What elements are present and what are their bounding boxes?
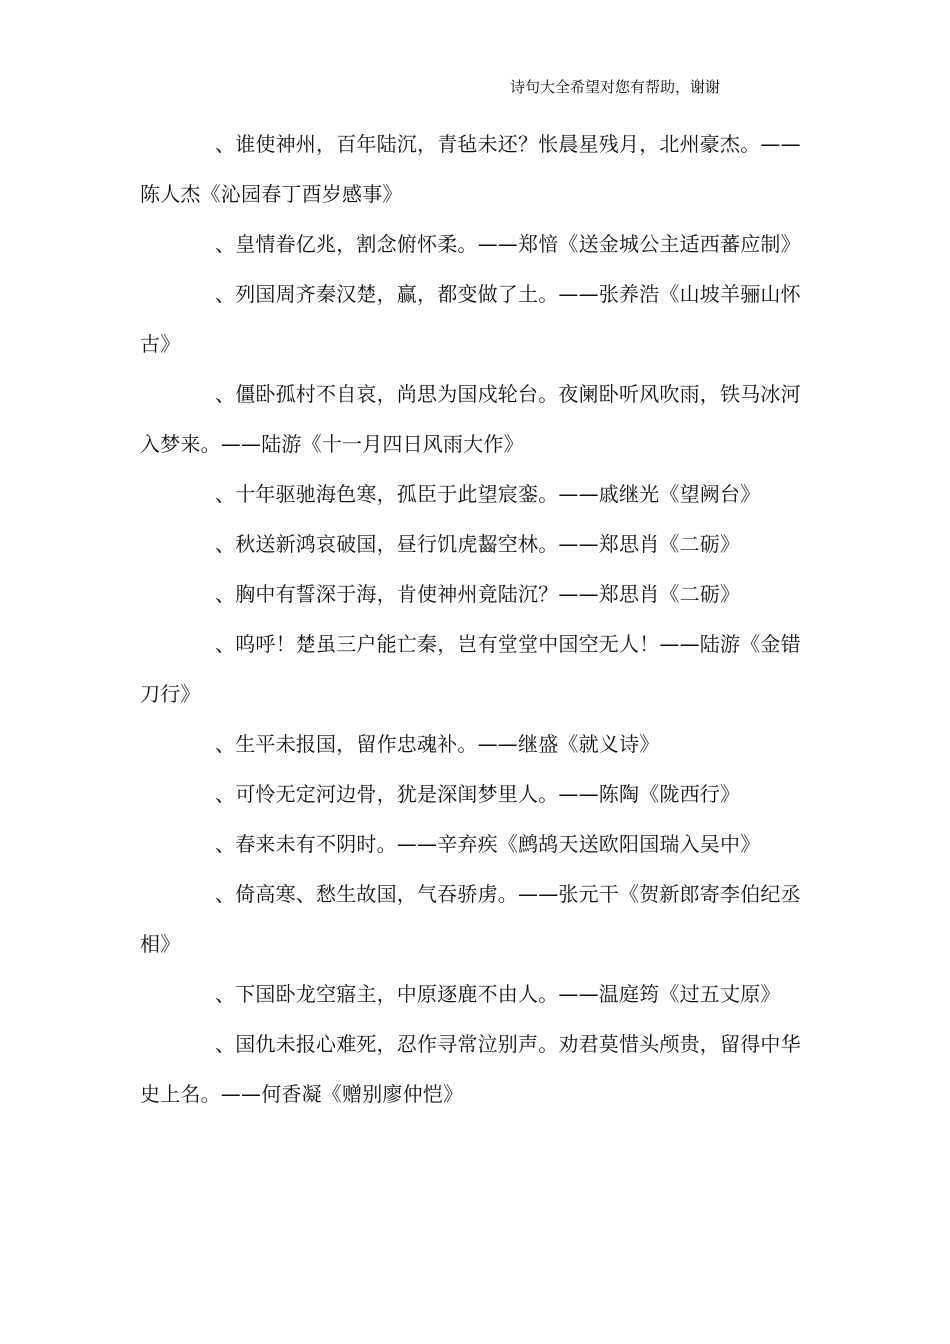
poem-entry: 、皇情眷亿兆，割念俯怀柔。——郑愔《送金城公主适西蕃应制》 xyxy=(215,232,801,256)
header-note: 诗句大全希望对您有帮助，谢谢 xyxy=(510,78,721,96)
poem-entry: 、谁使神州，百年陆沉，青毡未还？怅晨星残月，北州豪杰。——陈人杰《沁园春丁酉岁感事》 xyxy=(140,132,801,206)
poem-entry: 、秋送新鸿哀破国，昼行饥虎齧空林。——郑思肖《二砺》 xyxy=(215,532,741,556)
poem-entry: 、倚高寒、愁生故国，气吞骄虏。——张元干《贺新郎寄李伯纪丞相》 xyxy=(140,882,801,956)
poem-entry: 、下国卧龙空寤主，中原逐鹿不由人。——温庭筠《过五丈原》 xyxy=(215,982,781,1006)
poem-entry: 、僵卧孤村不自哀，尚思为国戍轮台。夜阑卧听风吹雨，铁马冰河入梦来。——陆游《十一月四日风雨大作》 xyxy=(140,382,801,456)
poem-entry: 、十年驱驰海色寒，孤臣于此望宸銮。——戚继光《望阙台》 xyxy=(215,482,761,506)
poem-entry: 、胸中有誓深于海，肯使神州竟陆沉？——郑思肖《二砺》 xyxy=(215,582,741,606)
poem-entry: 、呜呼！楚虽三户能亡秦，岂有堂堂中国空无人！——陆游《金错刀行》 xyxy=(140,632,801,706)
poem-entry: 、生平未报国，留作忠魂补。——继盛《就义诗》 xyxy=(215,732,660,756)
poem-list xyxy=(140,119,815,1119)
poem-entry: 、可怜无定河边骨，犹是深闺梦里人。——陈陶《陇西行》 xyxy=(215,782,741,806)
poem-entry: 、列国周齐秦汉楚，赢，都变做了土。——张养浩《山坡羊骊山怀古》 xyxy=(140,282,801,356)
poem-entry: 、国仇未报心难死，忍作寻常泣别声。劝君莫惜头颅贵，留得中华史上名。——何香凝《赠别廖仲恺》 xyxy=(140,1032,801,1106)
poem-entry: 、春来未有不阴时。——辛弃疾《鹧鸪天送欧阳国瑞入吴中》 xyxy=(215,832,761,856)
